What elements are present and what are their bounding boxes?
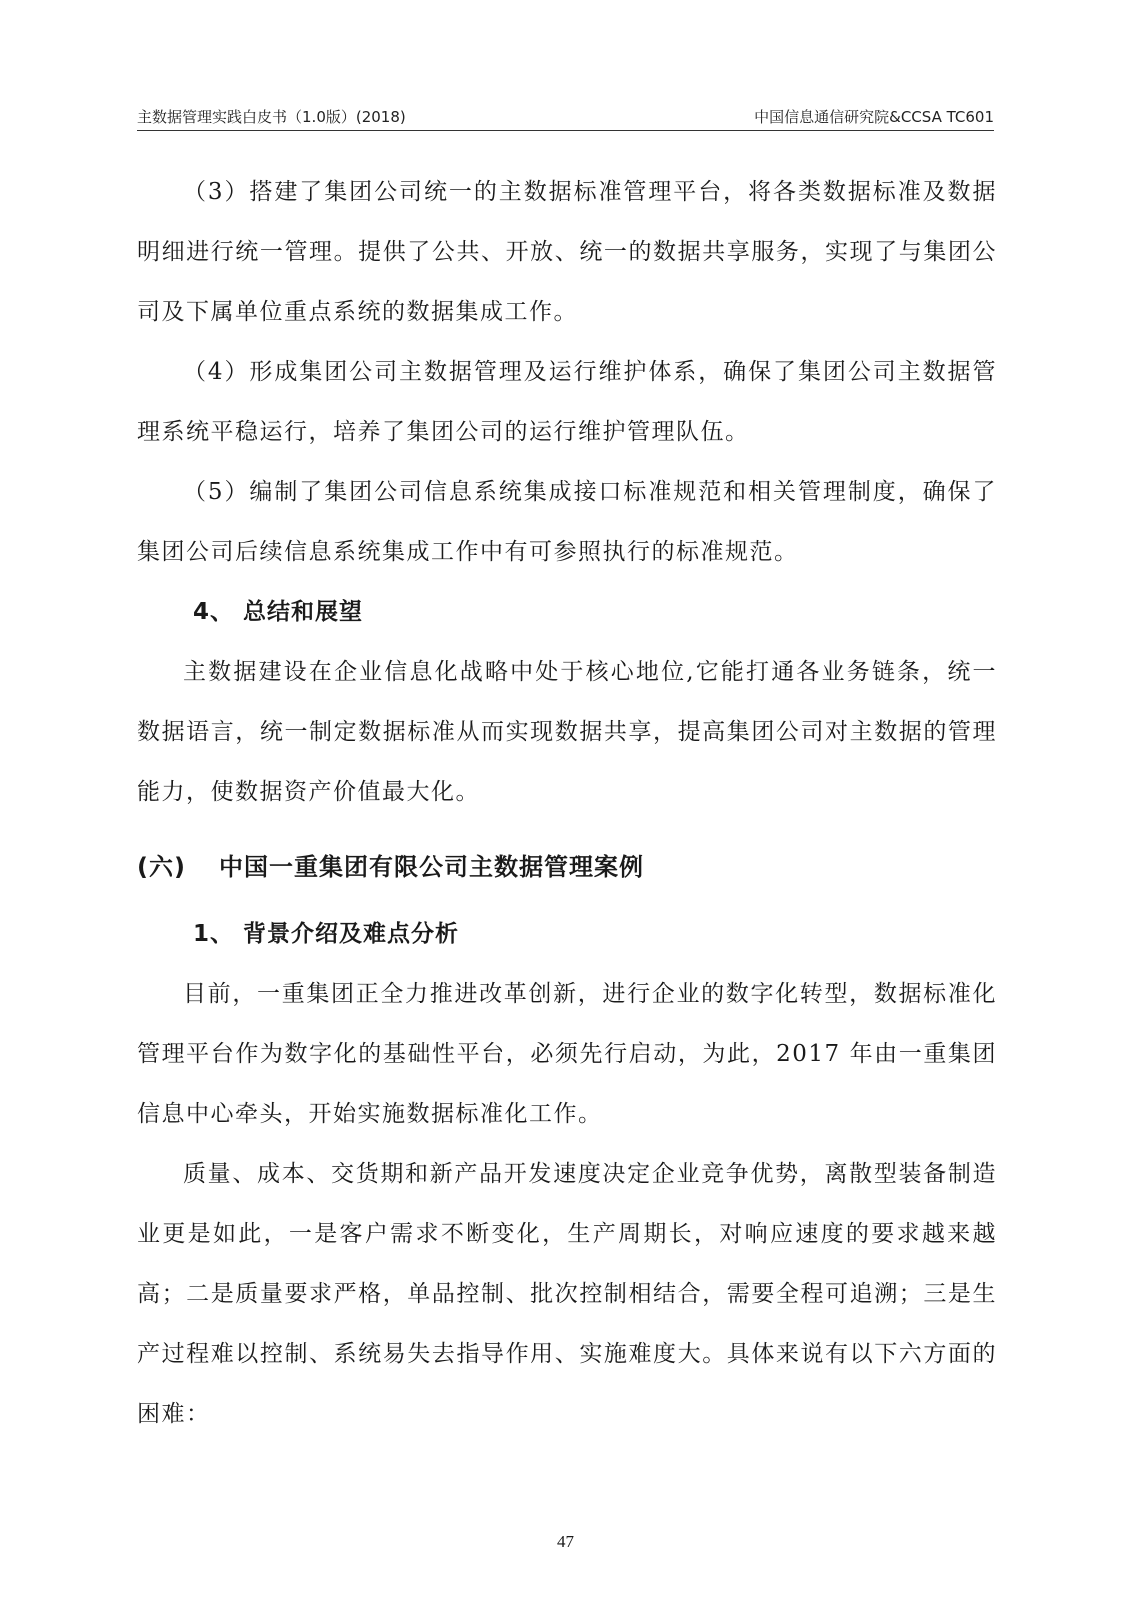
paragraph-item-3: （3）搭建了集团公司统一的主数据标准管理平台，将各类数据标准及数据明细进行统一管理。提供了公共、开放、统一的数据共享服务，实现了与集团公司及下属单位重点系统的数据集成工作。 <box>137 179 997 325</box>
header-document-title: 主数据管理实践白皮书（1.0版）(2018) <box>137 108 406 126</box>
subsection-heading-background: 1、 背景介绍及难点分析 <box>193 921 460 947</box>
paragraph-item-5: （5）编制了集团公司信息系统集成接口标准规范和相关管理制度，确保了集团公司后续信息系统集成工作中有可参照执行的标准规范。 <box>137 479 997 565</box>
page-number: 47 <box>557 1532 574 1551</box>
summary-paragraph: 主数据建设在企业信息化战略中处于核心地位,它能打通各业务链条，统一数据语言，统一制定数据标准从而实现数据共享，提高集团公司对主数据的管理能力，使数据资产价值最大化。 <box>137 659 997 805</box>
page-header <box>137 104 994 131</box>
case-heading-title: 中国一重集团有限公司主数据管理案例 <box>219 853 644 881</box>
paragraph-item-4: （4）形成集团公司主数据管理及运行维护体系，确保了集团公司主数据管理系统平稳运行，培养了集团公司的运行维护管理队伍。 <box>137 359 997 445</box>
background-paragraph-2: 质量、成本、交货期和新产品开发速度决定企业竞争优势，离散型装备制造业更是如此，一是客户需求不断变化，生产周期长，对响应速度的要求越来越高；二是质量要求严格，单品控制、批次控制相结合，需要全程可追溯；三是生产过程难以控制、系统易失去指导作用、实施难度大。具体来说有以下六方面的困难： <box>137 1161 997 1427</box>
page-body <box>137 162 997 1444</box>
header-organization: 中国信息通信研究院&CCSA TC601 <box>754 108 994 126</box>
case-heading-number: (六) <box>137 853 186 881</box>
background-paragraph-1: 目前，一重集团正全力推进改革创新，进行企业的数字化转型，数据标准化管理平台作为数字化的基础性平台，必须先行启动，为此，2017 年由一重集团信息中心牵头，开始实施数据标准化工作。 <box>137 981 997 1127</box>
section-heading-summary: 4、 总结和展望 <box>193 599 364 625</box>
case-heading <box>137 836 997 898</box>
